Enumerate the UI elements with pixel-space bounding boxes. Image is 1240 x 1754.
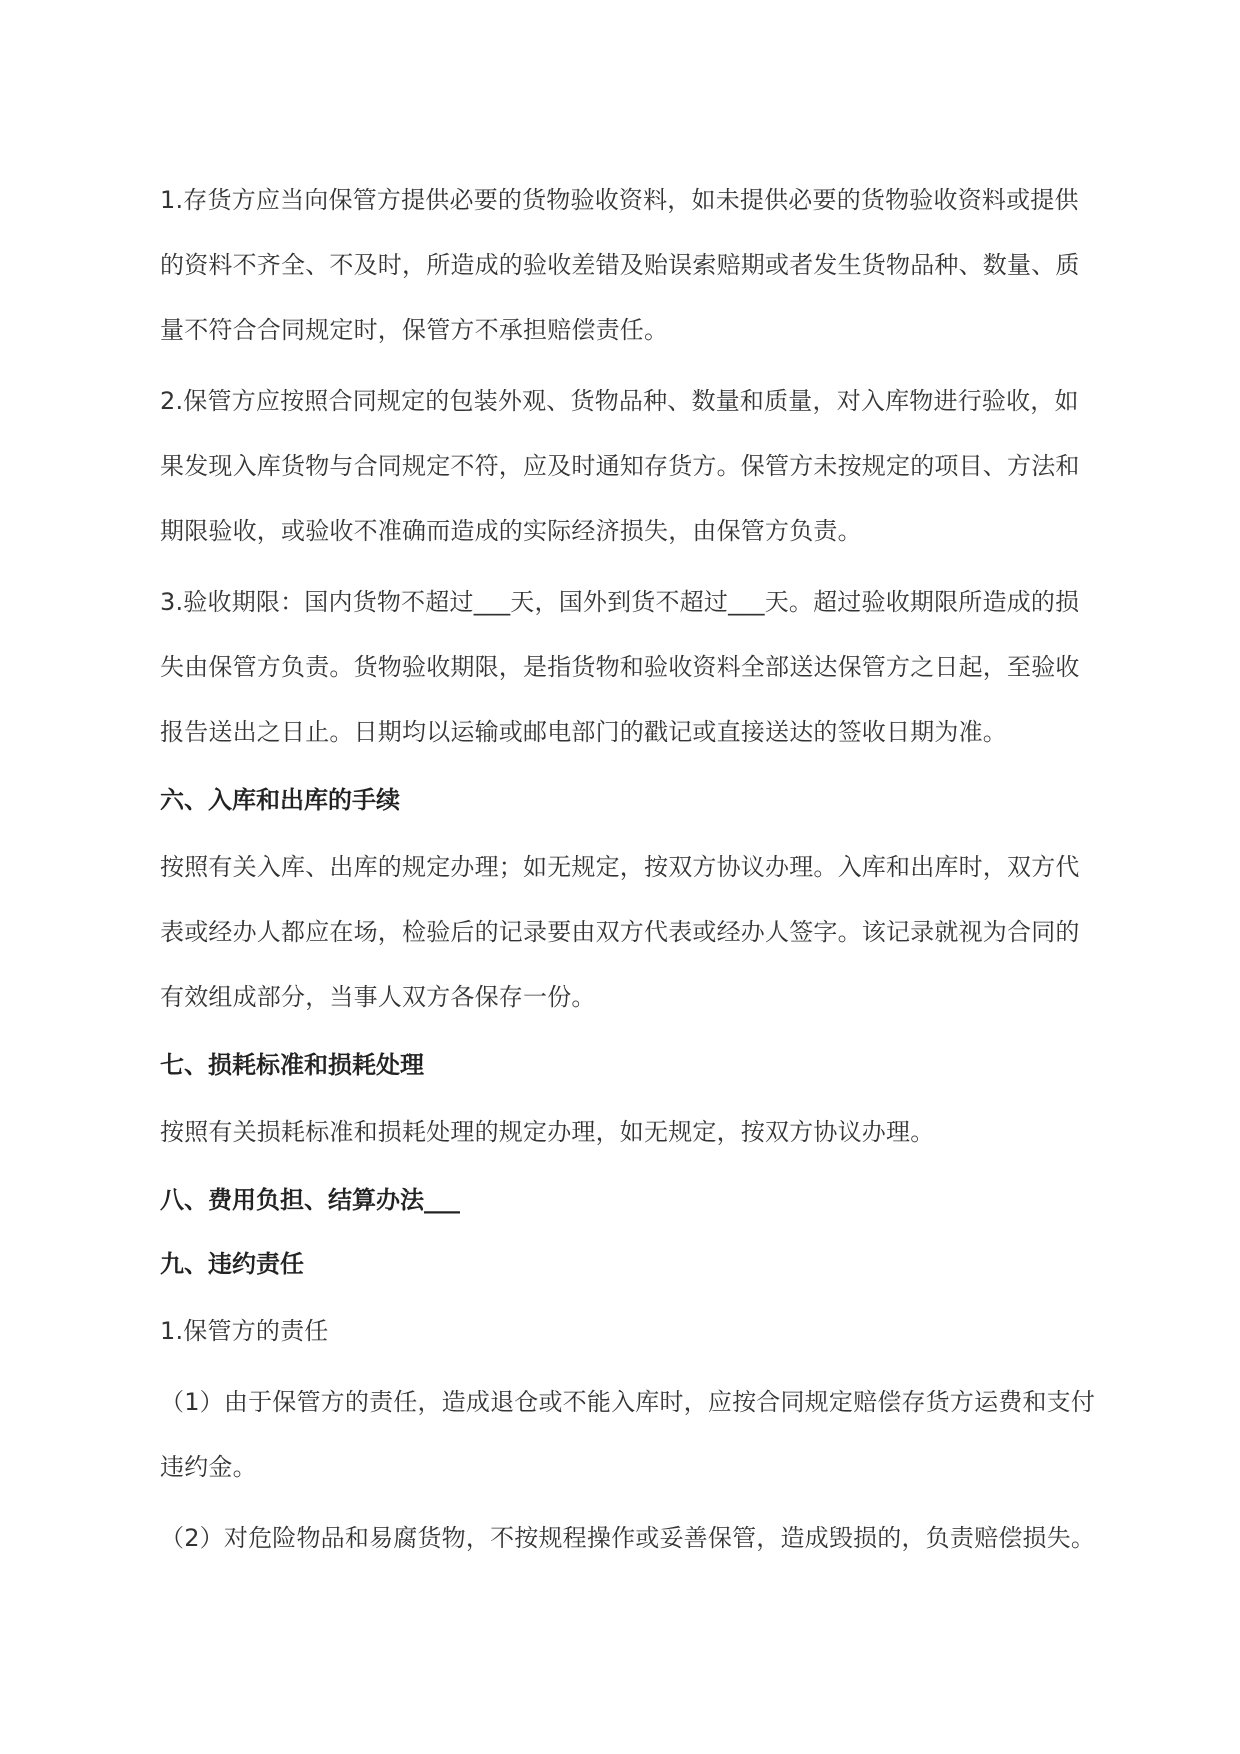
section-6-heading: 六、入库和出库的手续: [160, 786, 400, 814]
section-9-heading: 九、违约责任: [160, 1250, 304, 1278]
section-9-subitem-1: （1）由于保管方的责任，造成退仓或不能入库时，应按合同规定赔偿存货方运费和支付违约金。: [160, 1388, 1096, 1481]
section-8-heading: 八、费用负担、结算办法___: [160, 1186, 460, 1214]
section-9-item-1: 1.保管方的责任: [160, 1317, 329, 1345]
document-page: [160, 168, 1100, 1577]
section-9-subitem-2: （2）对危险物品和易腐货物，不按规程操作或妥善保管，造成毁损的，负责赔偿损失。: [160, 1524, 1096, 1552]
clause-2-paragraph: 2.保管方应按照合同规定的包装外观、货物品种、数量和质量，对入库物进行验收，如果发现入库货物与合同规定不符，应及时通知存货方。保管方未按规定的项目、方法和期限验收，或验收不准确而造成的实际经济损失，由保管方负责。: [160, 387, 1080, 545]
clause-3-paragraph: 3.验收期限：国内货物不超过___天，国外到货不超过___天。超过验收期限所造成的损失由保管方负责。货物验收期限，是指货物和验收资料全部送达保管方之日起，至验收报告送出之日止。日期均以运输或邮电部门的戳记或直接送达的签收日期为准。: [160, 588, 1080, 746]
section-7-heading: 七、损耗标准和损耗处理: [160, 1051, 424, 1079]
clause-1-paragraph: 1.存货方应当向保管方提供必要的货物验收资料，如未提供必要的货物验收资料或提供的资料不齐全、不及时，所造成的验收差错及贻误索赔期或者发生货物品种、数量、质量不符合合同规定时，保管方不承担赔偿责任。: [160, 186, 1080, 344]
section-7-paragraph: 按照有关损耗标准和损耗处理的规定办理，如无规定，按双方协议办理。: [160, 1118, 935, 1146]
section-6-paragraph: 按照有关入库、出库的规定办理；如无规定，按双方协议办理。入库和出库时，双方代表或经办人都应在场，检验后的记录要由双方代表或经办人签字。该记录就视为合同的 有效组成部分，当事人双方各保存一份。: [160, 853, 1080, 1011]
